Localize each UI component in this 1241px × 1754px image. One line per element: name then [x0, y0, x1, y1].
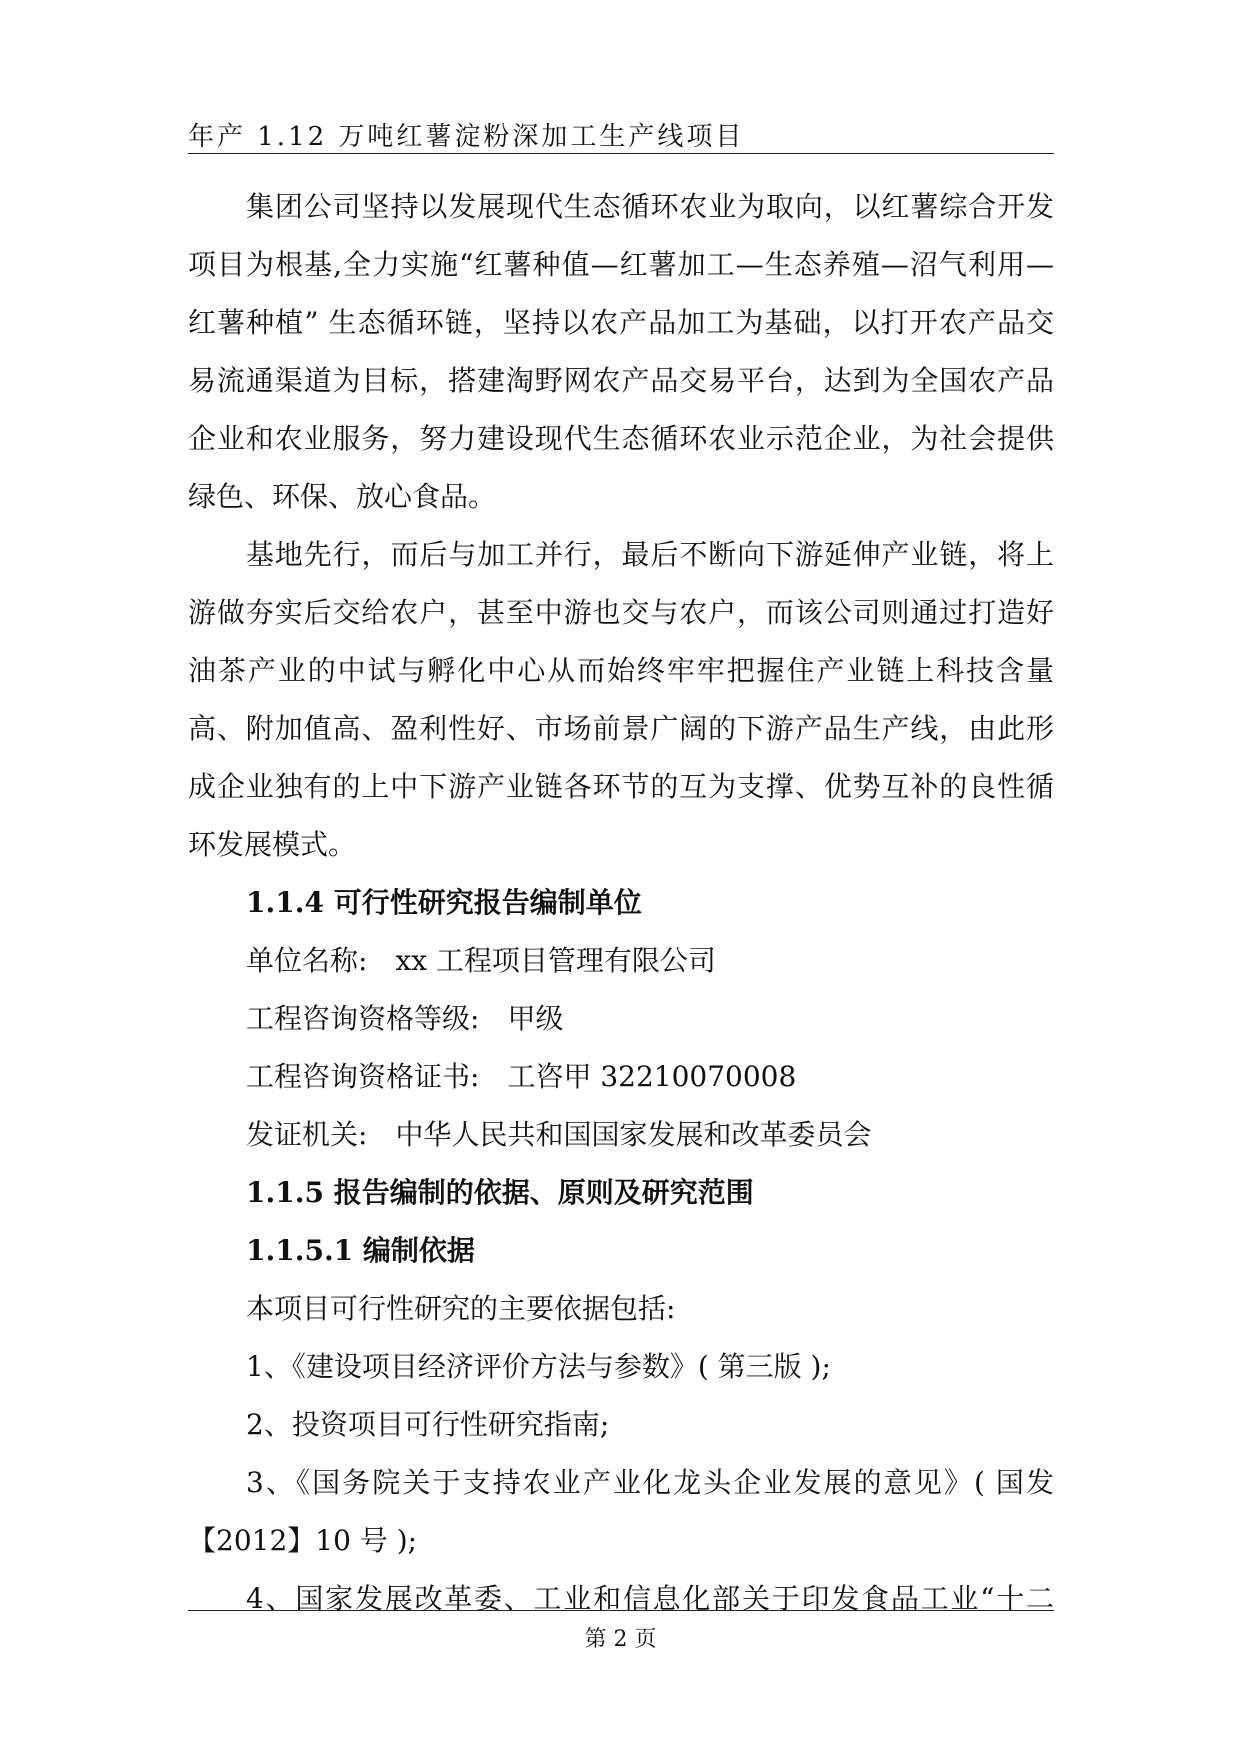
section-heading-1-1-4: 1.1.4 可行性研究报告编制单位: [246, 886, 642, 919]
paragraph-line: 项目为根基,全力实施“红薯种值—红薯加工—生态养殖—沼气利用—: [188, 248, 1054, 281]
unit-name-value: xx 工程项目管理有限公司: [395, 944, 716, 977]
unit-name-label: 单位名称:: [246, 944, 368, 977]
document-body: [188, 178, 1054, 1628]
basis-item: 3、《国务院关于支持农业产业化龙头企业发展的意见》( 国发: [246, 1466, 1054, 1499]
paragraph-line: 企业和农业服务，努力建设现代生态循环农业示范企业，为社会提供: [188, 422, 1054, 455]
unit-cert-row: [188, 1048, 1054, 1106]
basis-item: 1、《建设项目经济评价方法与参数》( 第三版 );: [246, 1350, 831, 1383]
basis-item-continued: 【2012】10 号 );: [188, 1524, 418, 1557]
unit-issuer-label: 发证机关:: [246, 1118, 368, 1151]
unit-cert-value: 工咨甲 32210070008: [507, 1060, 797, 1093]
header-divider: [188, 153, 1054, 154]
paragraph-line: 油茶产业的中试与孵化中心从而始终牢牢把握住产业链上科技含量: [188, 654, 1054, 687]
unit-grade-value: 甲级: [507, 1002, 564, 1035]
unit-issuer-row: [188, 1106, 1054, 1164]
paragraph-line: 绿色、环保、放心食品。: [188, 480, 497, 513]
header-title: 年产 1.12 万吨红薯淀粉深加工生产线项目: [188, 122, 745, 152]
paragraph-line: 成企业独有的上中下游产业链各环节的互为支撑、优势互补的良性循: [188, 770, 1054, 803]
paragraph-line: 基地先行，而后与加工并行，最后不断向下游延伸产业链，将上: [246, 538, 1054, 571]
paragraph-line: 红薯种植” 生态循环链，坚持以农产品加工为基础，以打开农产品交: [188, 306, 1054, 339]
unit-grade-label: 工程咨询资格等级:: [246, 1002, 480, 1035]
paragraph-line: 游做夯实后交给农户，甚至中游也交与农户，而该公司则通过打造好: [188, 596, 1054, 629]
paragraph-line: 集团公司坚持以发展现代生态循环农业为取向，以红薯综合开发: [246, 190, 1054, 223]
unit-issuer-value: 中华人民共和国国家发展和改革委员会: [395, 1118, 872, 1151]
basis-item: 2、投资项目可行性研究指南;: [246, 1408, 610, 1441]
page-number: 第 2 页: [584, 1627, 657, 1652]
unit-name-row: [188, 932, 1054, 990]
basis-intro: 本项目可行性研究的主要依据包括:: [246, 1292, 676, 1325]
section-heading-1-1-5: 1.1.5 报告编制的依据、原则及研究范围: [246, 1176, 754, 1209]
paragraph-line: 高、附加值高、盈利性好、市场前景广阔的下游产品生产线，由此形: [188, 712, 1054, 745]
unit-grade-row: [188, 990, 1054, 1048]
paragraph-line: 易流通渠道为目标，搭建淘野网农产品交易平台，达到为全国农产品: [188, 364, 1054, 397]
section-heading-1-1-5-1: 1.1.5.1 编制依据: [246, 1234, 475, 1267]
paragraph-line: 环发展模式。: [188, 828, 357, 861]
footer-divider: [188, 1610, 1054, 1611]
unit-cert-label: 工程咨询资格证书:: [246, 1060, 480, 1093]
basis-item: 4、国家发展改革委、工业和信息化部关于印发食品工业“十二: [246, 1582, 1054, 1615]
